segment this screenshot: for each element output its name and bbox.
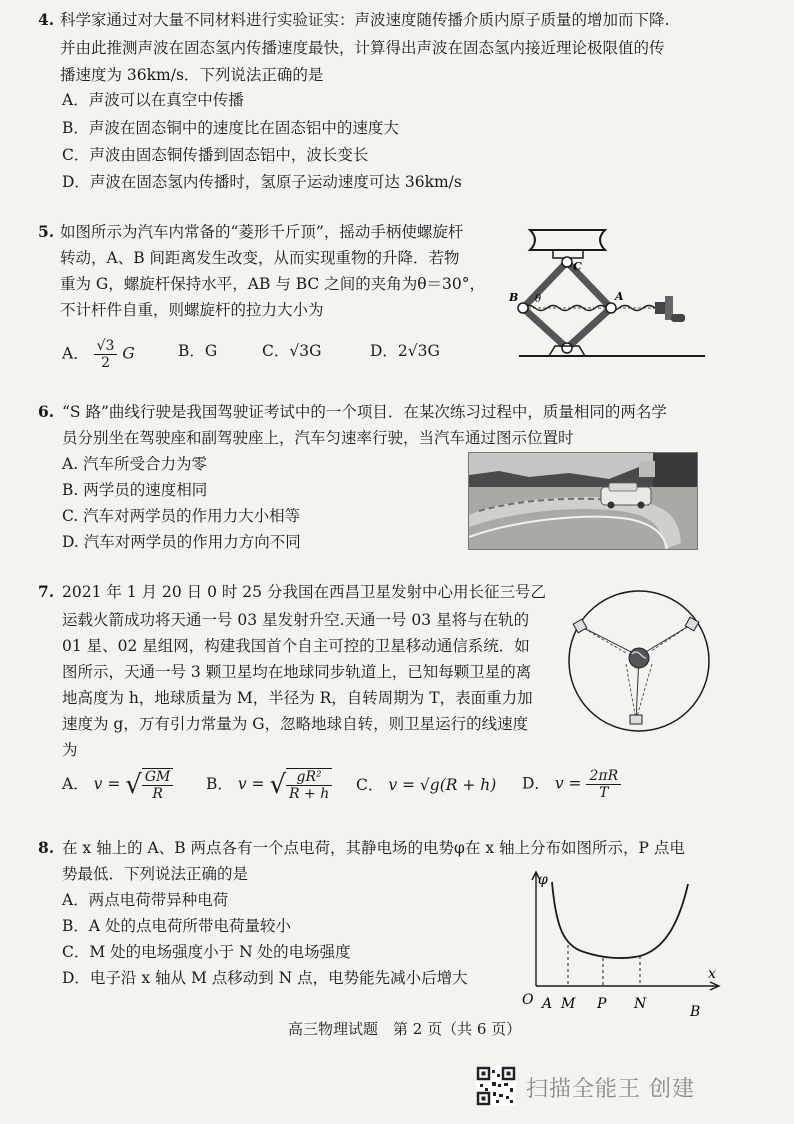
label-c: C: [573, 260, 582, 273]
option-a: [62, 338, 135, 371]
option-label: A．: [62, 775, 89, 793]
option-a: A．两点电荷带异种电荷: [62, 891, 229, 909]
option-b: B．A 处的点电荷所带电荷量较小: [62, 917, 292, 935]
question-text-line: 科学家通过对大量不同材料进行实验证实：声波速度随传播介质内原子质量的增加而下降.: [60, 11, 670, 29]
question-text-line: 为: [62, 741, 78, 759]
page-footer: 高三物理试题 第 2 页（共 6 页）: [288, 1020, 522, 1038]
question-number: 4.: [38, 10, 55, 29]
question-number: 6.: [38, 402, 55, 421]
question-text-line: 转动，A、B 间距离发生改变，从而实现重物的升降．若物: [60, 249, 460, 267]
lhs: v =: [237, 775, 265, 793]
denominator: R: [152, 786, 163, 802]
option-c: C．声波由固态铜传播到固态铝中，波长变长: [62, 146, 369, 164]
option-c: [356, 775, 496, 795]
satellite-orbit-figure: [566, 588, 712, 734]
fraction: [94, 338, 118, 371]
numerator: √3: [94, 338, 118, 355]
option-label: D．: [522, 774, 550, 793]
label-b: B: [690, 1004, 701, 1018]
option-a: A. 汽车所受合力为零: [62, 455, 208, 473]
question-text-line: 重为 G，螺旋杆保持水平，AB 与 BC 之间的夹角为θ＝30°，: [60, 275, 486, 293]
question-number: 7.: [38, 582, 55, 601]
denominator: 2: [101, 355, 111, 371]
numerator: gR²: [286, 769, 332, 786]
question-text-line: “S 路”曲线行驶是我国驾驶证考试中的一个项目．在某次练习过程中，质量相同的两名学: [62, 403, 667, 421]
option-b: B． v = √ $\frac{\text{gR²}}{R + h}$: [206, 768, 332, 802]
denominator: R + h: [289, 786, 330, 802]
expression: v = √g(R + h): [388, 776, 497, 794]
question-text-line: 速度为 g，万有引力常量为 G，忽略地球自转，则卫星运行的线速度: [62, 715, 529, 733]
label-n: N: [634, 996, 647, 1012]
fraction: [142, 768, 174, 802]
potential-graph: [512, 868, 726, 1018]
option-label: B．: [206, 775, 233, 793]
label-p: P: [597, 996, 607, 1012]
question-number: 5.: [38, 222, 55, 241]
scanner-watermark: 扫描全能王 创建: [526, 1077, 695, 1102]
unit: G: [122, 344, 135, 363]
option-label: C．: [356, 776, 384, 794]
question-text-line: 并由此推测声波在固态氢内传播速度最快，计算得出声波在固态氢内接近理论极限值的传: [60, 39, 665, 57]
option-b: B．声波在固态铜中的速度比在固态铝中的速度大: [62, 119, 399, 137]
question-text-line: 势最低．下列说法正确的是: [62, 865, 249, 883]
qr-code-icon: [476, 1066, 516, 1106]
question-number: 8.: [38, 838, 55, 857]
option-a: A．声波可以在真空中传播: [62, 91, 244, 109]
denominator: T: [599, 785, 609, 801]
label-m: M: [561, 996, 576, 1012]
option-d: D. 汽车对两学员的作用力方向不同: [62, 533, 301, 551]
question-text-line: 图所示，天通一号 3 颗卫星均在地球同步轨道上，已知每颗卫星的离: [62, 663, 532, 681]
label-o: O: [522, 992, 534, 1008]
question-text-line: 员分别坐在驾驶座和副驾驶座上，汽车匀速率行驶，当汽车通过图示位置时: [62, 429, 574, 447]
option-a: A． v = √ $\frac{GM}{R}$: [62, 768, 173, 802]
question-text-line: 播速度为 36km/s．下列说法正确的是: [60, 66, 324, 84]
option-c: C．√3G: [262, 342, 322, 360]
axis-label-phi: φ: [538, 872, 548, 888]
s-road-photo: [468, 452, 698, 550]
label-a: A: [615, 290, 624, 303]
axis-label-x: x: [708, 966, 716, 982]
scissor-jack-figure: [505, 222, 710, 362]
option-d: D．2√3G: [370, 342, 440, 360]
lhs: v =: [554, 774, 582, 793]
question-text-line: 地高度为 h，地球质量为 M，半径为 R，自转周期为 T，表面重力加: [62, 689, 533, 707]
option-label: A．: [62, 344, 89, 363]
question-text-line: 2021 年 1 月 20 日 0 时 25 分我国在西昌卫星发射中心用长征三号乙: [62, 583, 546, 601]
label-theta: θ: [535, 294, 542, 305]
option-d: D．电子沿 x 轴从 M 点移动到 N 点，电势能先减小后增大: [62, 969, 468, 987]
question-text-line: 不计杆件自重，则螺旋杆的拉力大小为: [60, 301, 324, 319]
lhs: v =: [93, 775, 121, 793]
option-b: B. 两学员的速度相同: [62, 481, 208, 499]
numerator: 2πR: [586, 768, 621, 785]
fraction: [286, 768, 332, 802]
question-text-line: 01 星、02 星组网，构建我国首个自主可控的卫星移动通信系统．如: [62, 637, 530, 655]
label-b: B: [509, 291, 519, 304]
question-text-line: 在 x 轴上的 A、B 两点各有一个点电荷，其静电场的电势φ在 x 轴上分布如图所示，P 点电: [62, 839, 685, 857]
question-text-line: 运载火箭成功将天通一号 03 星发射升空.天通一号 03 星将与在轨的: [62, 611, 530, 629]
label-a: A: [542, 996, 553, 1012]
numerator: GM: [142, 769, 174, 786]
question-text-line: 如图所示为汽车内常备的“菱形千斤顶”，摇动手柄使螺旋杆: [60, 223, 464, 241]
option-c: C．M 处的电场强度小于 N 处的电场强度: [62, 943, 351, 961]
option-d: D．声波在固态氢内传播时，氢原子运动速度可达 36km/s: [62, 173, 462, 191]
option-d: [522, 768, 621, 801]
fraction: [586, 768, 621, 801]
option-b: B．G: [178, 342, 218, 360]
option-c: C. 汽车对两学员的作用力大小相等: [62, 507, 301, 525]
